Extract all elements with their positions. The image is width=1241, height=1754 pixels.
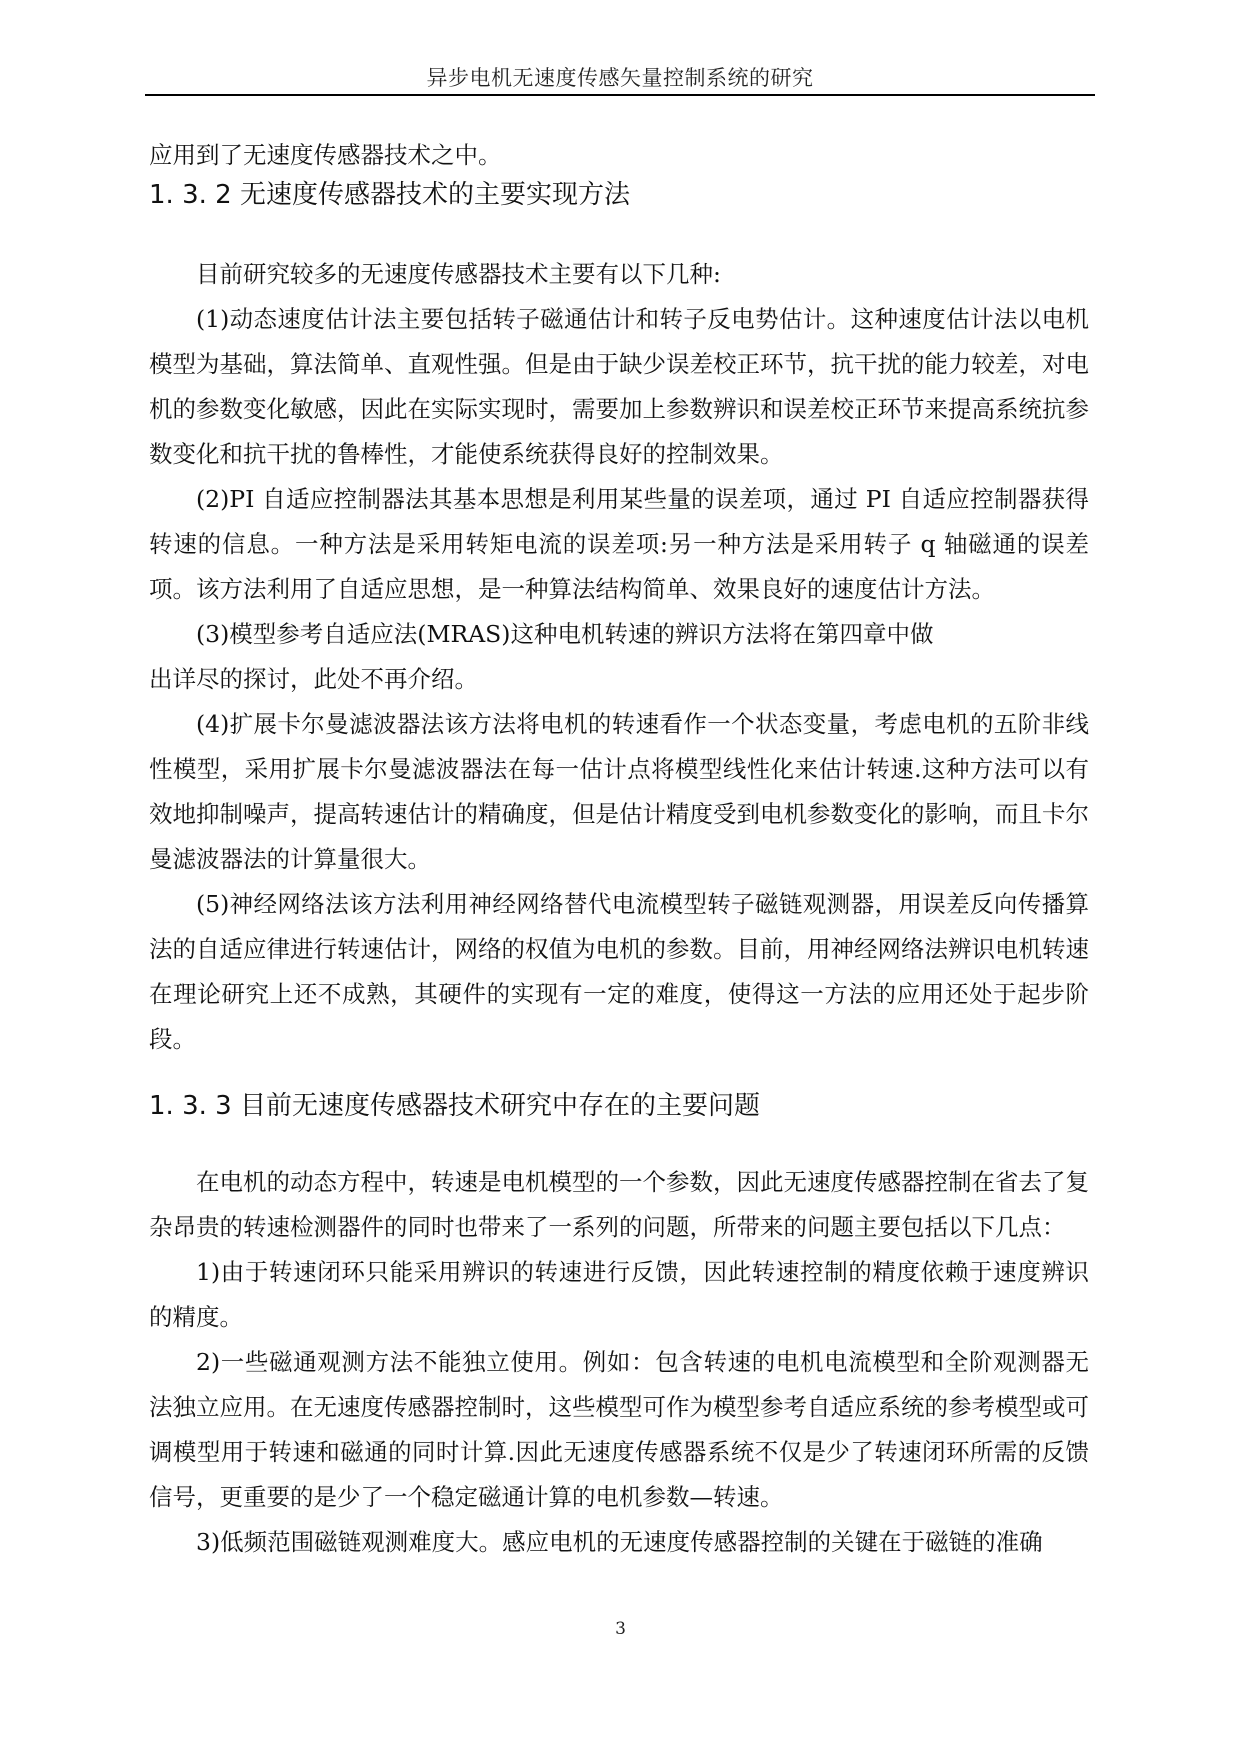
paragraph-problem-3: 3)低频范围磁链观测难度大。感应电机的无速度传感器控制的关键在于磁链的准确 <box>196 1528 1043 1556</box>
page-number: 3 <box>615 1619 626 1639</box>
header-rule <box>145 94 1095 96</box>
section-heading-1-3-2: 1. 3. 2 无速度传感器技术的主要实现方法 <box>149 180 630 210</box>
body-block-3 <box>149 1160 1089 1565</box>
paragraph-problem-2: 2)一些磁通观测方法不能独立使用。例如：包含转速的电机电流模型和全阶观测器无法独立应用。在无速度传感器控制时，这些模型可作为模型参考自适应系统的参考模型或可调模型用于转速和磁通的同时计算.因此无速度传感器系统不仅是少了转速闭环所需的反馈信号，更重要的是少了一个稳定磁通计算的电机参数—转速。 <box>149 1348 1090 1511</box>
heading-block-133 <box>149 1084 1089 1128</box>
heading-block-132 <box>149 173 1089 217</box>
body-block-1 <box>149 133 1089 178</box>
paragraph-item-3-line-2: 出详尽的探讨，此处不再介绍。 <box>149 665 478 693</box>
paragraph-item-3-line-1: (3)模型参考自适应法(MRAS)这种电机转速的辨识方法将在第四章中做 <box>196 620 934 648</box>
paragraph-lead-132: 目前研究较多的无速度传感器技术主要有以下几种: <box>196 260 721 288</box>
paragraph-item-5: (5)神经网络法该方法利用神经网络替代电流模型转子磁链观测器，用误差反向传播算法的自适应律进行转速估计，网络的权值为电机的参数。目前，用神经网络法辨识电机转速在理论研究上还不成熟，其硬件的实现有一定的难度，使得这一方法的应用还处于起步阶段。 <box>149 890 1089 1053</box>
running-header: 异步电机无速度传感矢量控制系统的研究 <box>426 66 814 90</box>
paragraph-item-2: (2)PI 自适应控制器法其基本思想是利用某些量的误差项，通过 PI 自适应控制器获得转速的信息。一种方法是采用转矩电流的误差项:另一种方法是采用转子 q 轴磁通的误差项。该方法利用了自适应思想，是一种算法结构简单、效果良好的速度估计方法。 <box>149 485 1089 603</box>
section-heading-1-3-3: 1. 3. 3 目前无速度传感器技术研究中存在的主要问题 <box>149 1091 760 1121</box>
paragraph-intro: 应用到了无速度传感器技术之中。 <box>149 141 502 169</box>
body-block-2 <box>149 252 1089 1062</box>
paragraph-item-4: (4)扩展卡尔曼滤波器法该方法将电机的转速看作一个状态变量，考虑电机的五阶非线性模型，采用扩展卡尔曼滤波器法在每一估计点将模型线性化来估计转速.这种方法可以有效地抑制噪声，提高转速估计的精确度，但是估计精度受到电机参数变化的影响，而且卡尔曼滤波器法的计算量很大。 <box>149 710 1089 873</box>
paragraph-item-1: (1)动态速度估计法主要包括转子磁通估计和转子反电势估计。这种速度估计法以电机模型为基础，算法简单、直观性强。但是由于缺少误差校正环节，抗干扰的能力较差，对电机的参数变化敏感，因此在实际实现时，需要加上参数辨识和误差校正环节来提高系统抗参数变化和抗干扰的鲁棒性，才能使系统获得良好的控制效果。 <box>149 305 1089 468</box>
paragraph-lead-133: 在电机的动态方程中，转速是电机模型的一个参数，因此无速度传感器控制在省去了复杂昂贵的转速检测器件的同时也带来了一系列的问题，所带来的问题主要包括以下几点： <box>149 1168 1089 1241</box>
paragraph-problem-1: 1)由于转速闭环只能采用辨识的转速进行反馈，因此转速控制的精度依赖于速度辨识的精度。 <box>149 1258 1089 1331</box>
